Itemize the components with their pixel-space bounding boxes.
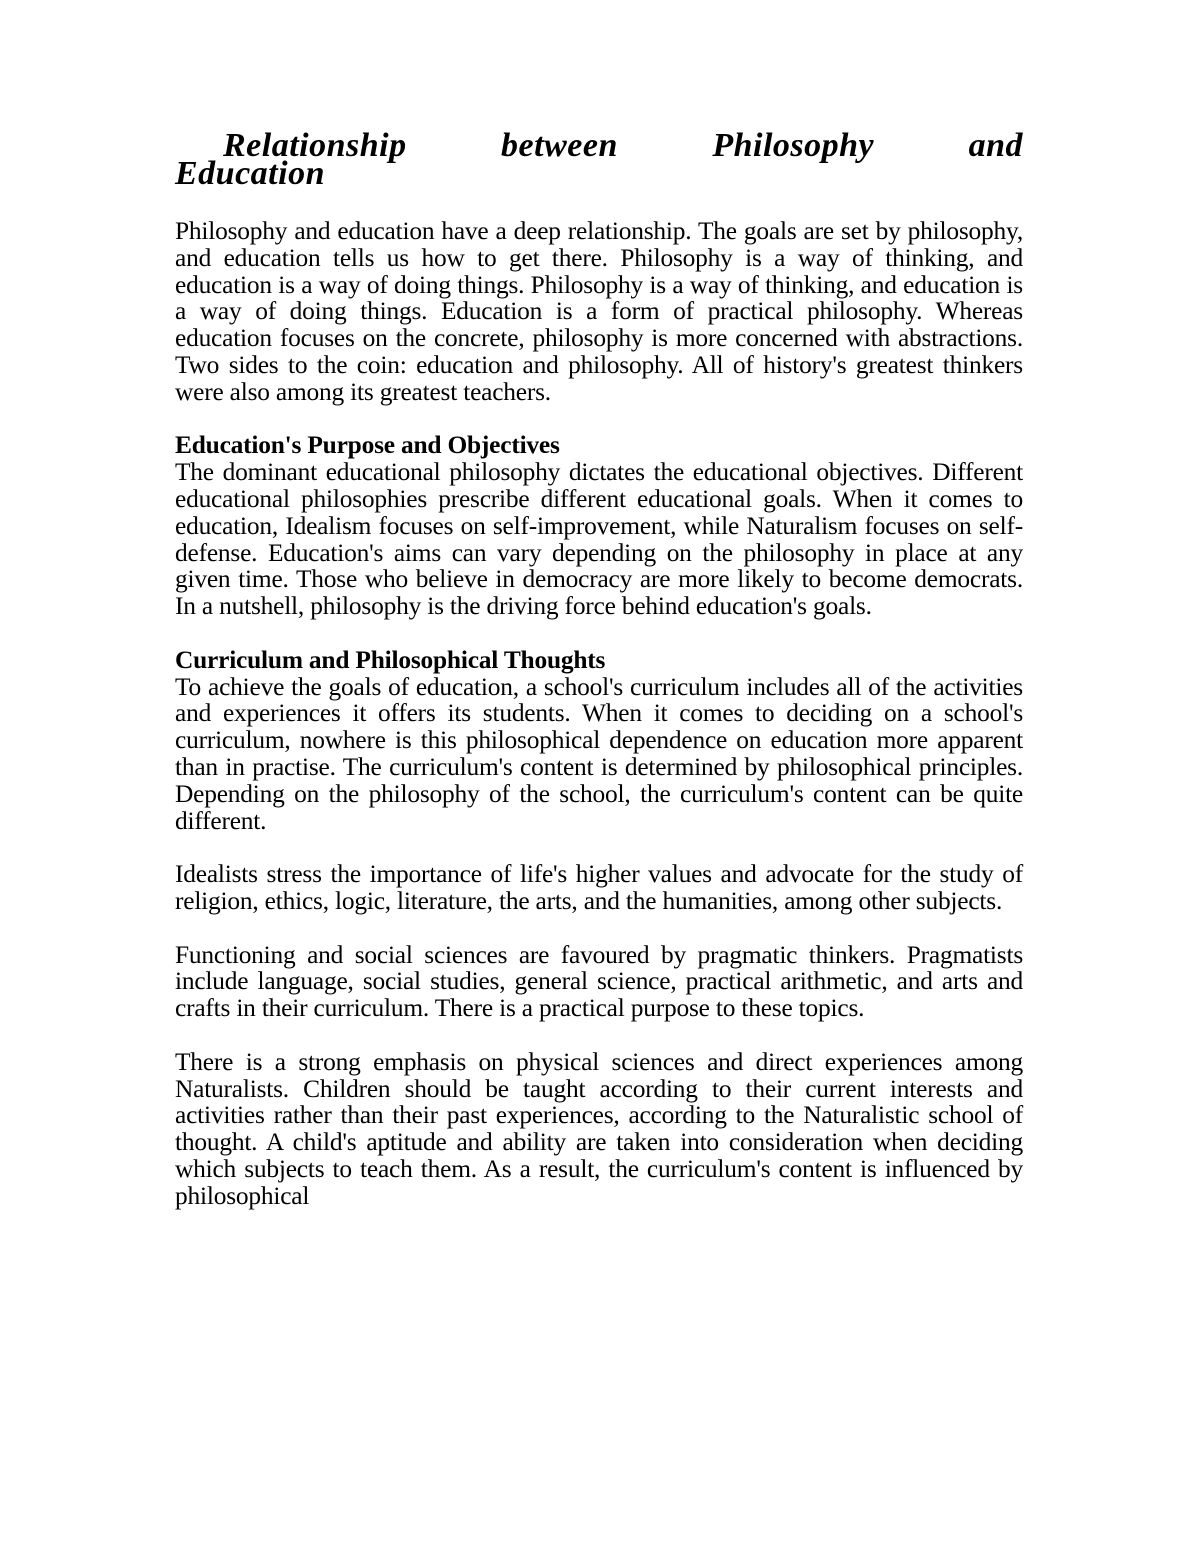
body-paragraph: To achieve the goals of education, a school's curriculum includes all of the activities and experiences it offers its students. When it comes to deciding on a school's curriculum, nowhere is this philosophical dependence on education more apparent than in practise. The curriculum's content is determined by philosophical principles. Depending on the philosophy of the school, the curriculum's content can be quite different.	[175, 672, 1023, 835]
body-paragraph: Idealists stress the importance of life's higher values and advocate for the study of religion, ethics, logic, literature, the arts, and the humanities, among other subjects.	[175, 860, 1023, 915]
section-curriculum-philosophical-thoughts	[175, 647, 1023, 1210]
body-paragraph: Functioning and social sciences are favoured by pragmatic thinkers. Pragmatists include language, social studies, general science, practical arithmetic, and arts and crafts in their curriculum. There is a practical purpose to these topics.	[175, 940, 1023, 1023]
section-purpose-objectives	[175, 432, 1023, 620]
intro-paragraph: Philosophy and education have a deep relationship. The goals are set by philosophy, and education tells us how to get there. Philosophy is a way of thinking, and education is a way of doing things. Philosophy is a way of thinking, and education is a way of doing things. Education is a form of practical philosophy. Whereas education focuses on the concrete, philosophy is more concerned with abstractions. Two sides to the coin: education and philosophy. All of history's greatest thinkers were also among its greatest teachers.	[175, 217, 1023, 406]
body-paragraph: There is a strong emphasis on physical sciences and direct experiences among Naturalists. Children should be taught according to their current interests and activities rather than their past experiences, according to the Naturalistic school of thought. A child's aptitude and ability are taken into consideration when deciding which subjects to teach them. As a result, the curriculum's content is influenced by philosophical	[175, 1047, 1023, 1210]
body-paragraph: The dominant educational philosophy dictates the educational objectives. Different educational philosophies prescribe different educational goals. When it comes to education, Idealism focuses on self-improvement, while Naturalism focuses on self-defense. Education's aims can vary depending on the philosophy in place at any given time. Those who believe in democracy are more likely to become democrats. In a nutshell, philosophy is the driving force behind education's goals.	[175, 458, 1023, 621]
document-page	[175, 127, 1023, 1210]
title-line-2: Education	[175, 155, 325, 192]
title-line-1: Relationship between Philosophy and	[223, 127, 1023, 164]
document-title	[175, 127, 1023, 192]
section-heading: Curriculum and Philosophical Thoughts	[175, 645, 606, 674]
section-heading: Education's Purpose and Objectives	[175, 431, 560, 460]
